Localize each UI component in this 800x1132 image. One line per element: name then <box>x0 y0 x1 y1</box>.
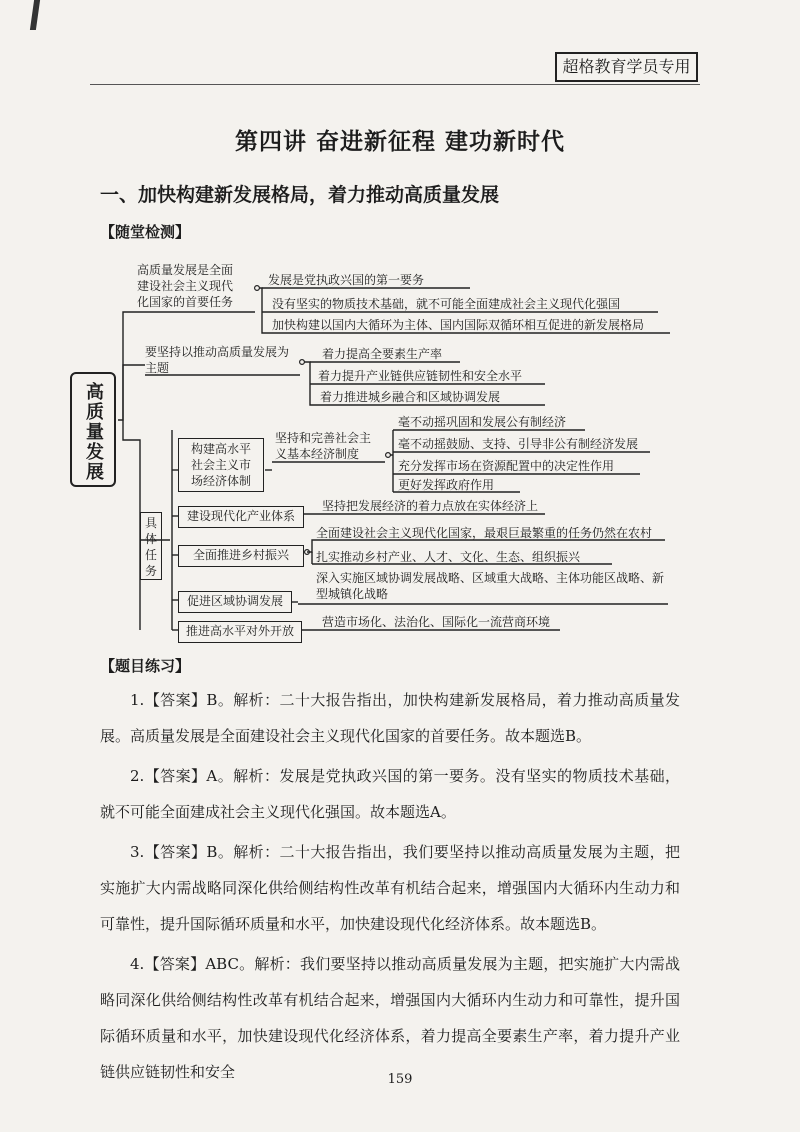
open-box <box>178 621 302 643</box>
rural-box-text: 全面推进乡村振兴 <box>192 548 289 562</box>
b1-topic-l3: 化国家的首要任务 <box>137 295 234 309</box>
b1-topic-l2: 建设社会主义现代 <box>137 279 234 293</box>
b1-topic-l1: 高质量发展是全面 <box>137 263 234 277</box>
label-classroom-check: 【随堂检测】 <box>100 223 191 241</box>
b2-item-3: 着力推进城乡融合和区域协调发展 <box>320 390 501 404</box>
b3-c3: 任 <box>144 548 157 562</box>
econ-item-4: 更好发挥政府作用 <box>398 478 495 492</box>
page-number: 159 <box>387 1072 413 1087</box>
region-item-l2: 型城镇化战略 <box>316 587 389 601</box>
b2-topic <box>145 344 289 376</box>
header-badge: 超格教育学员专用 <box>555 52 698 82</box>
econ-sub-l2: 义基本经济制度 <box>275 447 360 461</box>
rural-item-2: 扎实推动乡村产业、人才、文化、生态、组织振兴 <box>316 550 581 564</box>
root-text: 高质量发展 <box>83 382 104 482</box>
b2-item-2: 着力提升产业链供应链韧性和安全水平 <box>318 369 523 383</box>
b3-c1: 具 <box>144 516 157 530</box>
b1-topic <box>137 262 233 310</box>
rural-box <box>178 545 304 567</box>
econ-box-l1: 构建高水平 <box>190 442 251 456</box>
econ-box-l3: 场经济体制 <box>190 474 251 488</box>
industry-item: 坚持把发展经济的着力点放在实体经济上 <box>322 499 539 513</box>
region-box-text: 促进区域协调发展 <box>186 594 283 608</box>
econ-sub-l1: 坚持和完善社会主 <box>275 431 372 445</box>
answer-2: 2.【答案】A。解析：发展是党执政兴国的第一要务。没有坚实的物质技术基础，就不可能全面建成社会主义现代化强国。故本题选A。 <box>100 767 680 821</box>
econ-item-3: 充分发挥市场在资源配置中的决定性作用 <box>398 459 615 473</box>
econ-item-1: 毫不动摇巩固和发展公有制经济 <box>398 415 567 429</box>
open-box-text: 推进高水平对外开放 <box>185 624 294 638</box>
answer-3: 3.【答案】B。解析：二十大报告指出，我们要坚持以推动高质量发展为主题，把实施扩大内需战略同深化供给侧结构性改革有机结合起来，增强国内大循环内生动力和可靠性，提升国际循环质量和水平，加快建设现代化经济体系。故本题选B。 <box>100 843 680 933</box>
econ-box <box>178 438 264 492</box>
b1-item-3: 加快构建以国内大循环为主体、国内国际双循环相互促进的新发展格局 <box>272 318 645 332</box>
b2-topic-l1: 要坚持以推动高质量发展为 <box>145 345 290 359</box>
b3-topic <box>140 512 162 580</box>
econ-box-l2: 社会主义市 <box>190 458 251 472</box>
b2-topic-l2: 主题 <box>145 361 170 375</box>
industry-box-text: 建设现代化产业体系 <box>186 509 295 523</box>
econ-sub <box>275 430 371 462</box>
econ-item-2: 毫不动摇鼓励、支持、引导非公有制经济发展 <box>398 437 639 451</box>
label-exercise: 【题目练习】 <box>100 657 191 675</box>
open-item: 营造市场化、法治化、国际化一流营商环境 <box>322 615 551 629</box>
answer-1: 1.【答案】B。解析：二十大报告指出，加快构建新发展格局，着力推动高质量发展。高质量发展是全面建设社会主义现代化国家的首要任务。故本题选B。 <box>100 691 680 745</box>
region-item-l1: 深入实施区域协调发展战略、区域重大战略、主体功能区战略、新 <box>316 571 665 585</box>
b3-c2: 体 <box>144 532 157 546</box>
answers <box>100 682 680 1094</box>
rural-item-1: 全面建设社会主义现代化国家，最艰巨最繁重的任务仍然在农村 <box>316 526 653 540</box>
mindmap-root <box>70 372 116 487</box>
lecture-title: 第四讲 奋进新征程 建功新时代 <box>234 128 565 155</box>
b2-item-1: 着力提高全要素生产率 <box>322 347 443 361</box>
answer-4: 4.【答案】ABC。解析：我们要坚持以推动高质量发展为主题，把实施扩大内需战略同深化供给侧结构性改革有机结合起来，增强国内大循环内生动力和可靠性，提升国际循环质量和水平，加快建设现代化经济体系，着力提高全要素生产率，着力提升产业链供应链韧性和安全 <box>100 955 680 1081</box>
region-box <box>178 591 292 613</box>
b1-item-2: 没有坚实的物质技术基础，就不可能全面建成社会主义现代化强国 <box>272 297 621 311</box>
b1-item-1: 发展是党执政兴国的第一要务 <box>268 273 425 287</box>
region-item <box>316 570 664 602</box>
section-title: 一、加快构建新发展格局，着力推动高质量发展 <box>100 184 500 206</box>
b3-c4: 务 <box>144 564 157 578</box>
industry-box <box>178 506 304 528</box>
